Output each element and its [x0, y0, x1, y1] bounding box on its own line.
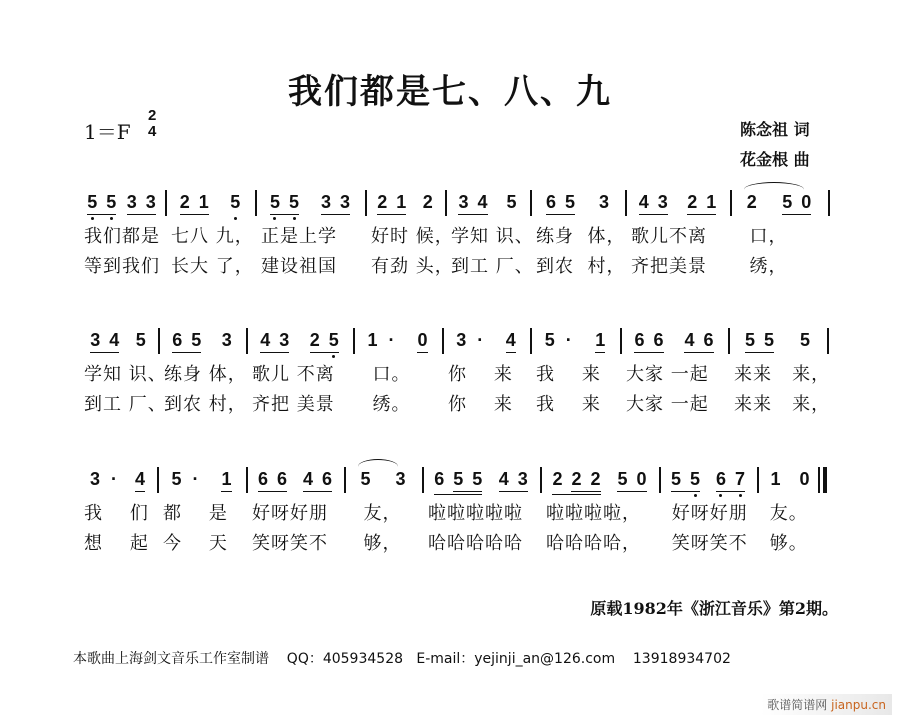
- lyric-verse-2: 到工 厂、: [451, 256, 534, 277]
- measure: [78, 469, 157, 554]
- note: 3: [145, 192, 156, 212]
- note: 4: [638, 192, 649, 212]
- note: 3: [657, 192, 668, 212]
- note: 3: [517, 469, 528, 489]
- lyric-verse-2: 绣。: [359, 394, 411, 415]
- beam-group: [799, 469, 809, 491]
- note: 2: [746, 192, 757, 212]
- lyric-verse-1: 友。: [763, 503, 808, 524]
- note: 5: [544, 330, 555, 350]
- note: 3: [279, 330, 290, 350]
- lyric-verse-1: 我 们: [84, 503, 149, 524]
- beam-group: [800, 330, 810, 352]
- note: 5: [135, 330, 146, 350]
- beam-group: [417, 330, 427, 353]
- note: 2: [590, 469, 601, 489]
- lyric-verse-2: 到农 村，: [536, 256, 626, 277]
- watermark-text: 歌谱简谱网: [767, 698, 828, 712]
- measure-notes: [540, 469, 659, 497]
- lyric-verse-1: 七八 九，: [171, 226, 254, 247]
- lyric-verse-2: 够。: [763, 533, 808, 554]
- measure: [728, 330, 831, 415]
- note: 5: [782, 192, 793, 212]
- barline: [828, 190, 830, 216]
- time-signature: [148, 108, 156, 140]
- note: 2: [377, 192, 388, 212]
- note: 5: [799, 330, 810, 350]
- measure-notes: [255, 192, 365, 220]
- note: 1: [770, 469, 781, 489]
- beam-group: [716, 469, 745, 492]
- measure-notes: [353, 330, 442, 358]
- note: 2: [179, 192, 190, 212]
- lyric-verse-2: 你 来: [448, 394, 513, 415]
- note: 5: [453, 469, 464, 489]
- beam-group: [90, 330, 119, 353]
- lyric-verse-2: 笑呀笑不: [252, 533, 328, 554]
- measure: [530, 192, 626, 277]
- measure: [255, 192, 365, 277]
- beam-group: [552, 469, 600, 495]
- lyric-verse-2: 哈哈哈哈，: [546, 533, 641, 554]
- source-note: 原载1982年《浙江音乐》第2期。: [590, 599, 838, 618]
- beam-group: [310, 330, 339, 353]
- note: 6: [634, 330, 645, 350]
- note: 6: [277, 469, 288, 489]
- note: 3: [320, 192, 331, 212]
- measure-notes: [78, 469, 157, 497]
- lyric-verse-2: 今 天: [163, 533, 228, 554]
- measure-notes: [445, 192, 530, 220]
- time-sig-top: 2: [148, 107, 157, 124]
- note: 6: [434, 469, 445, 489]
- beam-group: [222, 330, 232, 352]
- note: 7: [735, 469, 746, 489]
- beam-group: [135, 469, 145, 492]
- beam-group: [770, 469, 780, 491]
- beam-group: [546, 192, 575, 215]
- lyric-verse-1: 练身 体，: [536, 226, 626, 247]
- lyric-verse-2: 笑呀笑不: [665, 533, 748, 554]
- note: 5: [328, 330, 339, 350]
- measure-notes: [620, 330, 728, 358]
- note: 2: [422, 192, 433, 212]
- watermark-domain: jianpu.cn: [831, 698, 886, 712]
- beam-group: [258, 469, 287, 492]
- lyricist-credit: 陈念祖 词: [740, 120, 810, 139]
- lyric-verse-1: 正是上学: [261, 226, 337, 247]
- beam-group: [458, 192, 487, 215]
- measure: [165, 192, 255, 277]
- measure: [625, 192, 730, 277]
- measure: [78, 330, 167, 415]
- lyric-verse-2: 齐把 美景: [252, 394, 335, 415]
- lyric-verse-1: 我们都是: [84, 226, 160, 247]
- watermark: [761, 694, 892, 715]
- measure-notes: [158, 330, 246, 358]
- note: 5: [617, 469, 628, 489]
- note: 3: [395, 469, 406, 489]
- measure-notes: [728, 330, 827, 358]
- tie-arc: [744, 182, 804, 197]
- note: 5: [744, 330, 755, 350]
- measure: [540, 469, 659, 554]
- lyric-verse-2: 绣，: [736, 256, 788, 277]
- lyric-verse-2: 建设祖国: [261, 256, 337, 277]
- measure: [78, 192, 165, 277]
- lyric-verse-1: 学知 识、: [84, 364, 167, 385]
- barline: [823, 467, 827, 493]
- note: 5: [230, 192, 241, 212]
- note: 3: [126, 192, 137, 212]
- beam-group: [171, 469, 200, 491]
- beam-group: [367, 330, 396, 352]
- note: 2: [552, 469, 563, 489]
- measure: [442, 330, 530, 415]
- measure-notes: [78, 330, 158, 358]
- measure: [659, 469, 757, 554]
- tie-arc: [358, 459, 398, 474]
- beam-group: [687, 192, 716, 215]
- measure-notes: [442, 330, 530, 358]
- lyric-verse-2: 想 起: [84, 533, 149, 554]
- note: 0: [799, 469, 810, 489]
- note: 1: [706, 192, 717, 212]
- measure-notes: [530, 192, 625, 220]
- lyric-verse-2: 到工 厂、: [84, 394, 167, 415]
- lyric-verse-1: 大家 一起: [626, 364, 709, 385]
- note: 5: [289, 192, 300, 212]
- lyric-verse-1: 好呀好朋: [252, 503, 328, 524]
- beam-group: [499, 469, 528, 492]
- measure-notes: [246, 469, 344, 497]
- measure: [246, 330, 353, 415]
- lyric-verse-1: 好呀好朋: [665, 503, 748, 524]
- augmentation-dot: ·: [192, 469, 199, 489]
- beam-group: [453, 469, 482, 492]
- note: 4: [302, 469, 313, 489]
- note: 5: [191, 330, 202, 350]
- note: 0: [417, 330, 428, 350]
- measure: [157, 469, 246, 554]
- lyric-verse-2: 有劲 头，: [371, 256, 454, 277]
- measure-notes: [246, 330, 353, 358]
- augmentation-dot: ·: [388, 330, 395, 350]
- note: 5: [269, 192, 280, 212]
- lyric-verse-1: 歌儿 不离: [252, 364, 335, 385]
- note: 4: [505, 330, 516, 350]
- beam-group: [684, 330, 713, 353]
- lyric-verse-1: 口，: [736, 226, 788, 247]
- note: 6: [257, 469, 268, 489]
- beam-group: [634, 330, 663, 353]
- lyric-verse-1: 好时 候，: [371, 226, 454, 247]
- note: 3: [458, 192, 469, 212]
- lyric-verse-1: 歌儿不离: [631, 226, 707, 247]
- lyric-verse-1: 口。: [359, 364, 411, 385]
- beam-group: [303, 469, 332, 492]
- beam-group: [617, 469, 646, 492]
- measure: [530, 330, 620, 415]
- note: 5: [171, 469, 182, 489]
- note: 2: [687, 192, 698, 212]
- note: 4: [684, 330, 695, 350]
- beam-group: [221, 469, 231, 492]
- lyric-verse-1: 啦啦啦啦，: [546, 503, 641, 524]
- measure-notes: [78, 192, 165, 220]
- beam-group: [270, 192, 299, 215]
- lyric-verse-2: 我 来: [536, 394, 601, 415]
- beam-group: [434, 469, 482, 495]
- note: 4: [498, 469, 509, 489]
- key-signature: 1＝F: [84, 120, 131, 144]
- note: 4: [477, 192, 488, 212]
- lyric-verse-1: 友，: [350, 503, 402, 524]
- measure-notes: [157, 469, 246, 497]
- lyric-verse-2: 等到我们: [84, 256, 160, 277]
- note: 5: [506, 192, 517, 212]
- note: 0: [801, 192, 812, 212]
- beam-group: [136, 330, 146, 352]
- beam-group: [127, 192, 156, 215]
- note: 3: [456, 330, 467, 350]
- note: 4: [134, 469, 145, 489]
- beam-group: [90, 469, 119, 491]
- beam-group: [87, 192, 116, 215]
- lyric-verse-1: 都 是: [163, 503, 228, 524]
- note: 3: [340, 192, 351, 212]
- note: 3: [90, 330, 101, 350]
- note: 6: [715, 469, 726, 489]
- measure-notes: [757, 469, 823, 497]
- measure-notes: [365, 192, 445, 220]
- note: 4: [260, 330, 271, 350]
- note: 1: [221, 469, 232, 489]
- note: 1: [367, 330, 378, 350]
- note: 3: [89, 469, 100, 489]
- measure: [620, 330, 728, 415]
- measure: [757, 469, 823, 554]
- barline: [827, 328, 829, 354]
- note: 5: [764, 330, 775, 350]
- measure: [344, 469, 422, 554]
- measure: [445, 192, 534, 277]
- measure-notes: [659, 469, 757, 497]
- lyric-verse-2: 大家 一起: [626, 394, 709, 415]
- augmentation-dot: ·: [111, 469, 117, 489]
- lyric-verse-1: 来来 来，: [734, 364, 831, 385]
- augmentation-dot: ·: [565, 330, 572, 350]
- beam-group: [456, 330, 485, 352]
- note: 5: [106, 192, 117, 212]
- measure: [158, 330, 247, 415]
- lyric-verse-1: 啦啦啦啦啦: [428, 503, 523, 524]
- beam-group: [230, 192, 240, 214]
- beam-group: [571, 469, 600, 492]
- note: 6: [653, 330, 664, 350]
- song-title: 我们都是七、八、九: [288, 72, 612, 112]
- beam-group: [260, 330, 289, 353]
- note: 4: [109, 330, 120, 350]
- measure: [353, 330, 442, 415]
- measure-notes: [530, 330, 620, 358]
- lyric-verse-2: 齐把美景: [631, 256, 707, 277]
- lyric-verse-1: 练身 体，: [164, 364, 247, 385]
- measure-notes: [625, 192, 730, 220]
- note: 1: [396, 192, 407, 212]
- lyric-verse-1: 学知 识、: [451, 226, 534, 247]
- note: 2: [309, 330, 320, 350]
- note: 6: [172, 330, 183, 350]
- note: 0: [636, 469, 647, 489]
- beam-group: [321, 192, 350, 215]
- note: 3: [598, 192, 609, 212]
- augmentation-dot: ·: [477, 330, 484, 350]
- note: 5: [670, 469, 681, 489]
- note: 6: [545, 192, 556, 212]
- lyric-verse-2: 够，: [350, 533, 402, 554]
- lyric-verse-1: 你 来: [448, 364, 513, 385]
- composer-credit: 花金根 曲: [740, 150, 810, 169]
- note: 5: [87, 192, 98, 212]
- lyric-verse-2: 来来 来，: [734, 394, 831, 415]
- beam-group: [639, 192, 668, 215]
- beam-group: [423, 192, 433, 214]
- beam-group: [180, 192, 209, 215]
- note: 3: [221, 330, 232, 350]
- beam-group: [377, 192, 406, 215]
- lyric-verse-2: 哈哈哈哈哈: [428, 533, 523, 554]
- note: 2: [571, 469, 582, 489]
- measure-notes: [165, 192, 255, 220]
- note: 5: [472, 469, 483, 489]
- note: 5: [360, 469, 371, 489]
- time-sig-bottom: 4: [148, 123, 157, 140]
- measure: [365, 192, 454, 277]
- note: 6: [322, 469, 333, 489]
- beam-group: [599, 192, 609, 214]
- measure: [422, 469, 540, 554]
- lyric-verse-2: 长大 了，: [171, 256, 254, 277]
- note: 1: [595, 330, 606, 350]
- beam-group: [545, 330, 574, 352]
- beam-group: [172, 330, 201, 353]
- measure-notes: [422, 469, 540, 497]
- footer-credits: 本歌曲上海剑文音乐工作室制谱 QQ：405934528 E-mail：yejinji_an@126.com 13918934702: [73, 651, 731, 667]
- note: 5: [690, 469, 701, 489]
- lyric-verse-2: 到农 村，: [164, 394, 247, 415]
- measure: [730, 192, 828, 277]
- beam-group: [506, 192, 516, 214]
- beam-group: [671, 469, 700, 492]
- beam-group: [506, 330, 516, 353]
- note: 6: [703, 330, 714, 350]
- note: 5: [565, 192, 576, 212]
- lyric-verse-1: 我 来: [536, 364, 601, 385]
- measure: [246, 469, 344, 554]
- beam-group: [595, 330, 605, 353]
- note: 1: [198, 192, 209, 212]
- beam-group: [745, 330, 774, 353]
